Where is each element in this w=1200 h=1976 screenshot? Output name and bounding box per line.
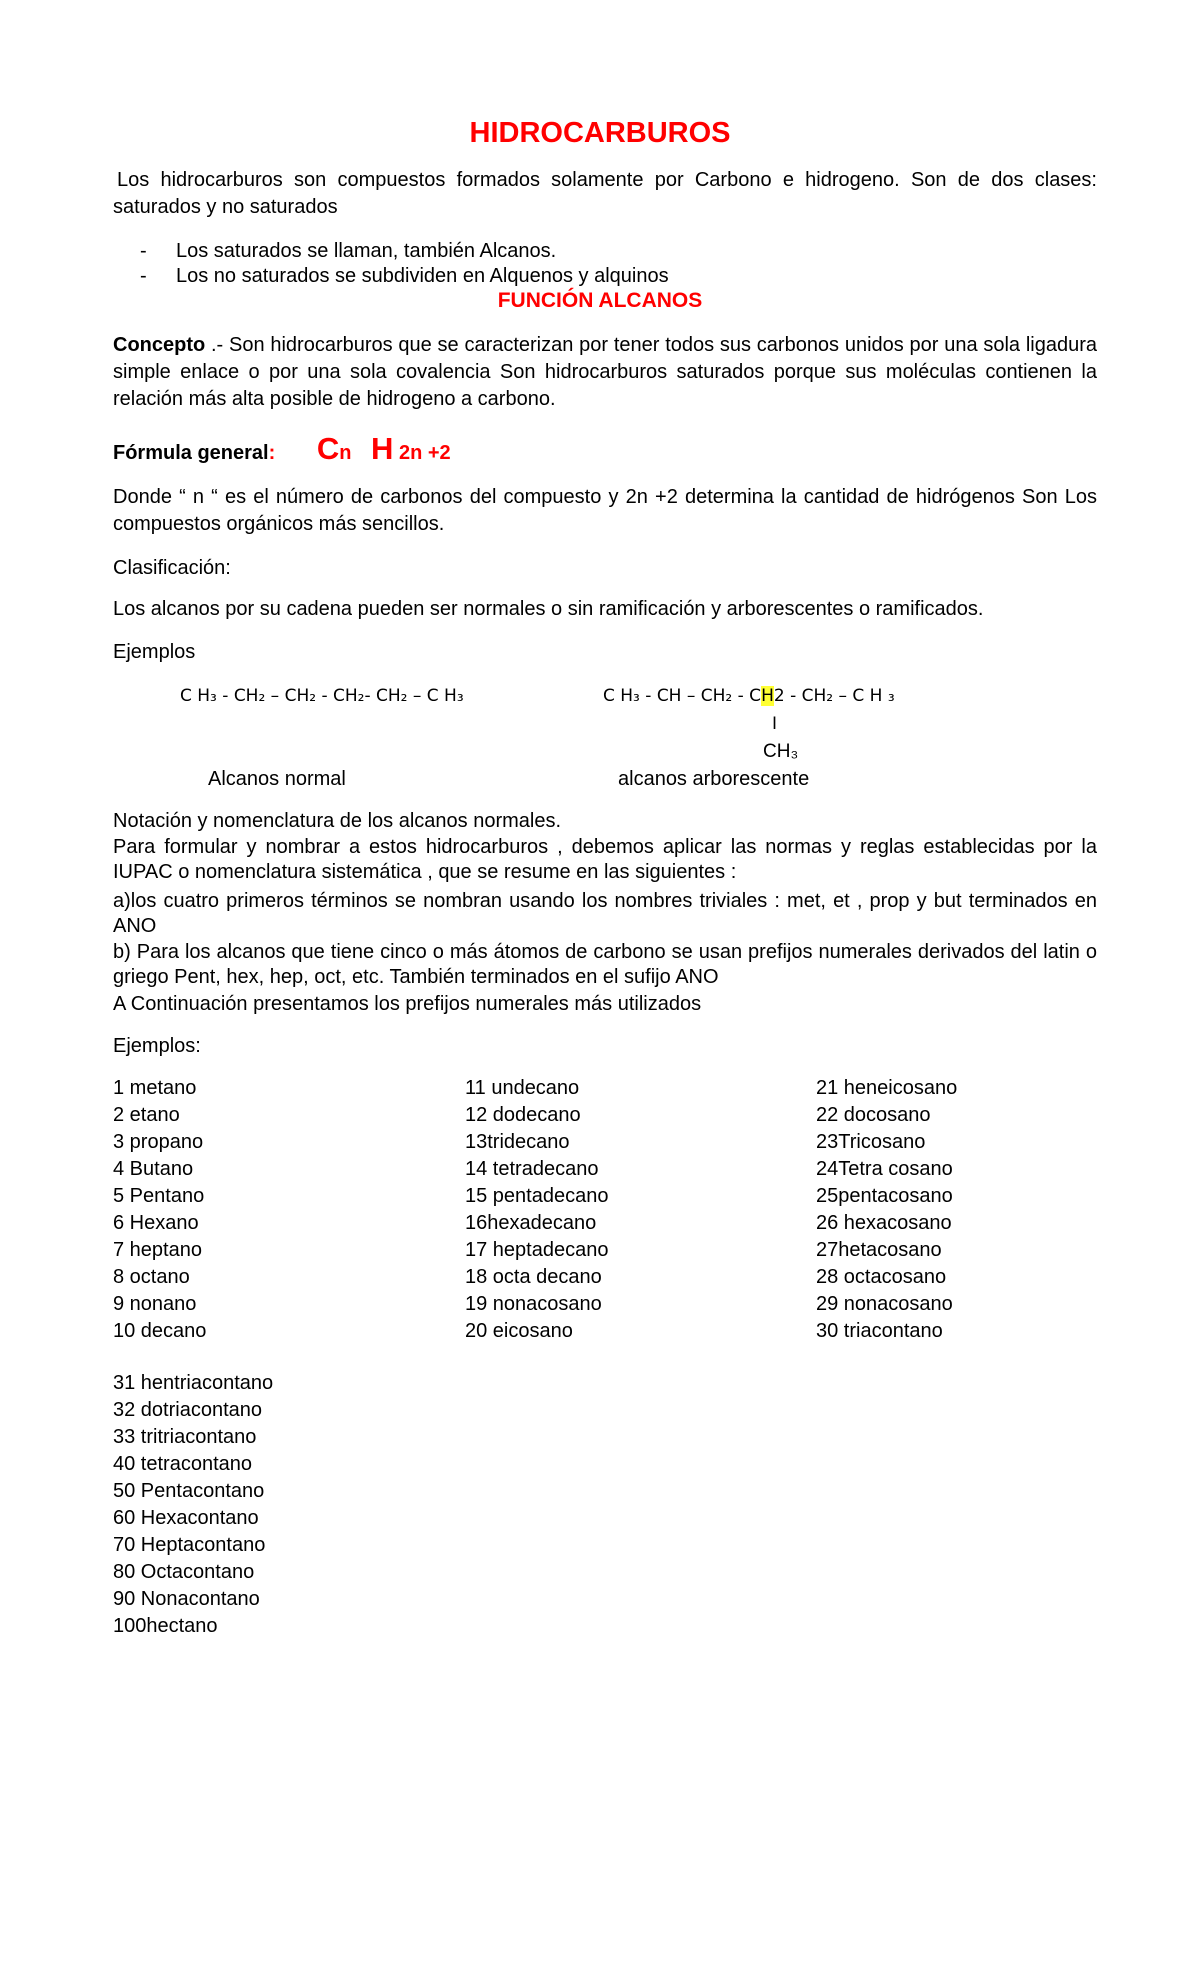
list-item: 16hexadecano <box>465 1212 597 1234</box>
ejemplos-heading: Ejemplos: <box>113 1035 201 1057</box>
branch-bond: I <box>772 714 778 734</box>
normal-alkane-formula: C H₃ - CH₂ – CH₂ - CH₂- CH₂ – C H₃ <box>180 686 464 706</box>
branched-alkane-label: alcanos arborescente <box>618 768 810 790</box>
list-item: 5 Pentano <box>113 1185 205 1207</box>
list-item: 31 hentriacontano <box>113 1372 274 1394</box>
branched-formula-start: C H₃ - CH – CH₂ - C <box>603 686 762 706</box>
bullet-item: Los no saturados se subdividen en Alquenos y alquinos <box>176 265 669 287</box>
list-item: 21 heneicosano <box>816 1077 958 1099</box>
list-item: 13tridecano <box>465 1131 570 1153</box>
formula-h: H <box>371 431 394 466</box>
donde-paragraph: Donde “ n “ es el número de carbonos del compuesto y 2n +2 determina la cantidad de hidrógenos Son Los compuestos orgánicos más sencillos. <box>113 486 1097 535</box>
list-item: 2 etano <box>113 1104 180 1126</box>
bullet-marker: - <box>140 265 147 287</box>
list-item: 30 triacontano <box>816 1320 943 1342</box>
list-item: 6 Hexano <box>113 1212 199 1234</box>
list-item: 7 heptano <box>113 1239 202 1261</box>
list-item: 14 tetradecano <box>465 1158 599 1180</box>
list-item: 22 docosano <box>816 1104 931 1126</box>
clasificacion-heading: Clasificación: <box>113 557 231 579</box>
branched-alkane-formula <box>603 686 895 706</box>
notacion-paragraph-b: b) Para los alcanos que tiene cinco o más átomos de carbono se usan prefijos numerales derivados del latin o griego Pent, hex, hep, oct, etc. También terminados en el sufijo ANO <box>113 941 1097 988</box>
normal-alkane-label: Alcanos normal <box>208 768 346 790</box>
list-item: 11 undecano <box>465 1077 580 1099</box>
list-item: 28 octacosano <box>816 1266 947 1288</box>
bullet-marker: - <box>140 240 147 262</box>
list-item: 8 octano <box>113 1266 190 1288</box>
formula-c: C <box>316 431 340 466</box>
list-item: 23Tricosano <box>816 1131 926 1153</box>
list-item: 60 Hexacontano <box>113 1507 259 1529</box>
formula-colon: : <box>268 442 276 464</box>
list-item: 25pentacosano <box>816 1185 953 1207</box>
list-item: 9 nonano <box>113 1293 197 1315</box>
prefix-list-column-1 <box>113 1075 206 1345</box>
list-item: 33 tritriacontano <box>113 1426 257 1448</box>
list-item: 17 heptadecano <box>465 1239 609 1261</box>
list-item: 10 decano <box>113 1320 207 1342</box>
notacion-heading: Notación y nomenclatura de los alcanos normales. <box>113 810 562 832</box>
list-item: 32 dotriacontano <box>113 1399 263 1421</box>
concepto-label: Concepto <box>113 334 206 356</box>
bullet-item: Los saturados se llaman, también Alcanos. <box>176 240 557 262</box>
clasificacion-text: Los alcanos por su cadena pueden ser normales o sin ramificación y arborescentes o ramificados. <box>113 598 984 620</box>
list-item: 3 propano <box>113 1131 204 1153</box>
concepto-text: .- Son hidrocarburos que se caracterizan por tener todos sus carbonos unidos por una sola ligadura simple enlace o por una sola covalencia Son hidrocarburos saturados porque sus moléculas contienen la relación más alta posible de hidrogeno a carbono. <box>113 334 1097 410</box>
list-item: 19 nonacosano <box>465 1293 602 1315</box>
list-item: 26 hexacosano <box>816 1212 952 1234</box>
list-item: 20 eicosano <box>465 1320 573 1342</box>
list-item: 18 octa decano <box>465 1266 602 1288</box>
formula-line <box>113 430 451 470</box>
list-item: 4 Butano <box>113 1158 194 1180</box>
list-item: 27hetacosano <box>816 1239 942 1261</box>
formula-h-subscript: 2n +2 <box>398 442 451 464</box>
list-item: 100hectano <box>113 1615 218 1637</box>
list-item: 24Tetra cosano <box>816 1158 953 1180</box>
notacion-paragraph-a: a)los cuatro primeros términos se nombran usando los nombres triviales : met, et , prop y but terminados en ANO <box>113 890 1097 937</box>
page-title: HIDROCARBUROS <box>469 117 731 149</box>
notacion-paragraph-iupac: Para formular y nombrar a estos hidrocarburos , debemos aplicar las normas y reglas establecidas por la IUPAC o nomenclatura sistemática , que se resume en las siguientes : <box>113 836 1097 883</box>
list-item: 80 Octacontano <box>113 1561 255 1583</box>
branch-methyl-group: CH₃ <box>763 741 799 762</box>
formula-label: Fórmula general <box>113 442 269 464</box>
intro-paragraph: Los hidrocarburos son compuestos formados solamente por Carbono e hidrogeno. Son de dos clases: saturados y no saturados <box>113 169 1097 218</box>
list-item: 29 nonacosano <box>816 1293 953 1315</box>
list-item: 90 Nonacontano <box>113 1588 260 1610</box>
prefix-list-column-4 <box>113 1370 273 1640</box>
prefix-list-column-3 <box>816 1075 957 1345</box>
list-item: 70 Heptacontano <box>113 1534 266 1556</box>
list-item: 12 dodecano <box>465 1104 581 1126</box>
list-item: 15 pentadecano <box>465 1185 609 1207</box>
ejemplos-label: Ejemplos <box>113 641 196 663</box>
formula-c-subscript: n <box>339 442 352 464</box>
notacion-continuation: A Continuación presentamos los prefijos numerales más utilizados <box>113 993 702 1015</box>
list-item: 1 metano <box>113 1077 197 1099</box>
concepto-paragraph <box>113 332 1097 413</box>
list-item: 40 tetracontano <box>113 1453 252 1475</box>
list-item: 50 Pentacontano <box>113 1480 265 1502</box>
section-title: FUNCIÓN ALCANOS <box>497 289 703 312</box>
prefix-list-column-2 <box>465 1075 608 1345</box>
highlighted-hydrogen: H <box>761 686 774 706</box>
branched-formula-end: 2 - CH₂ – C H ₃ <box>773 686 895 706</box>
